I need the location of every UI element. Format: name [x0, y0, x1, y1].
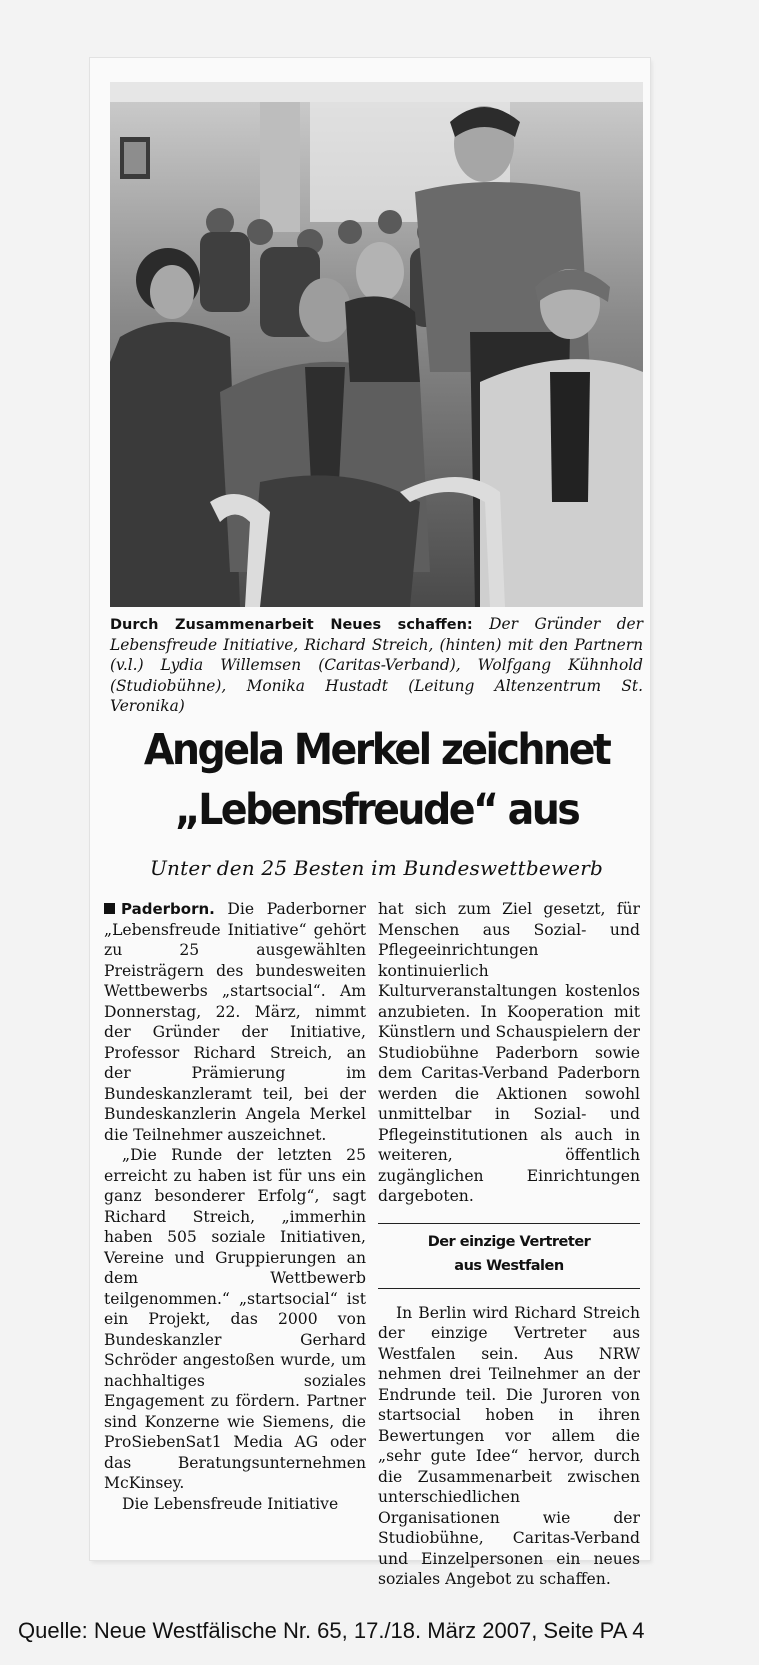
section-subhead: [378, 1223, 640, 1289]
article-subline: Unter den 25 Besten im Bundeswettbewerb: [150, 856, 603, 880]
subhead-line-2: aus Westfalen: [454, 1257, 564, 1274]
paragraph-3-continued: hat sich zum Ziel gesetzt, für Menschen aus Sozial- und Pflegeeinrichtungen kontinuierlich Kulturveranstaltungen kostenlos anzubieten. In Kooperation mit Künstlern und Schauspielern der Studiobühne Paderborn sowie dem Caritas-Verband Paderborn werden die Aktionen sowohl unmittelbar in Sozial- und Pflegeinstitutionen als auch in weiteren, öffentlich zugänglichen Einrichtungen dargeboten.: [378, 900, 640, 1205]
paragraph-2: „Die Runde der letzten 25 erreicht zu haben ist für uns ein ganz besonderer Erfolg“, sagt Richard Streich, „immerhin haben 505 soziale Initiativen, Vereine und Gruppierungen an dem Wettbewerb teilgenommen.“ „startsocial“ ist ein Projekt, das 2000 von Bundeskanzler Gerhard Schröder angestoßen wurde, um nachhaltiges soziales Engagement zu fördern. Partner sind Konzerne wie Siemens, die ProSiebenSat1 Media AG oder das Beratungsunternehmen McKinsey.: [104, 1146, 366, 1492]
article-column-right-top: [378, 899, 640, 1207]
photo-caption: [110, 614, 643, 716]
group-photo-icon: [110, 82, 643, 607]
headline-line-1: Angela Merkel zeichnet: [143, 725, 610, 775]
dateline: Paderborn.: [121, 900, 215, 918]
headline-line-2: „Lebensfreude“ aus: [174, 785, 579, 835]
subhead-line-1: Der einzige Vertreter: [427, 1233, 591, 1250]
article-column-right: [378, 1223, 640, 1590]
paragraph-1-text: Die Paderborner „Lebensfreude Initiative“ gehört zu 25 ausgewählten Preisträgern des bundesweiten Wettbewerbs „startsocial“. Am Donnerstag, 22. März, nimmt der Gründer der Initiative, Professor Richard Streich, an der Prämierung im Bundeskanzleramt teil, bei der Bundeskanzlerin Angela Merkel die Teilnehmer auszeichnet.: [104, 900, 366, 1144]
caption-lead: Durch Zusammenarbeit Neues schaffen:: [110, 617, 473, 633]
source-note: Quelle: Neue Westfälische Nr. 65, 17./18. März 2007, Seite PA 4: [18, 1618, 645, 1643]
bullet-square-icon: [104, 903, 115, 914]
paragraph-4: In Berlin wird Richard Streich der einzige Vertreter aus Westfalen sein. Aus NRW nehmen drei Teilnehmer an der Endrunde teil. Die Juroren von startsocial hoben in ihren Bewertungen vor allem die „sehr gute Idee“ hervor, durch die Zusammenarbeit zwischen unterschiedlichen Organisationen wie der Studiobühne, Caritas-Verband und Einzelpersonen ein neues soziales Angebot zu schaffen.: [378, 1303, 640, 1588]
article-headline: [131, 720, 621, 840]
article-column-left: [104, 899, 366, 1514]
paragraph-3: Die Lebensfreude Initiative: [122, 1494, 339, 1513]
paragraph-1: [104, 899, 366, 1145]
article-photo: [110, 82, 643, 607]
caption-text: Der Gründer der Lebensfreude Initiative, Richard Streich, (hinten) mit den Partnern (v.l.) Lydia Willemsen (Caritas-Verband), Wolfgang Kühnhold (Studiobühne), Monika Hustadt (Leitung Altenzentrum St. Veronika): [110, 615, 644, 715]
